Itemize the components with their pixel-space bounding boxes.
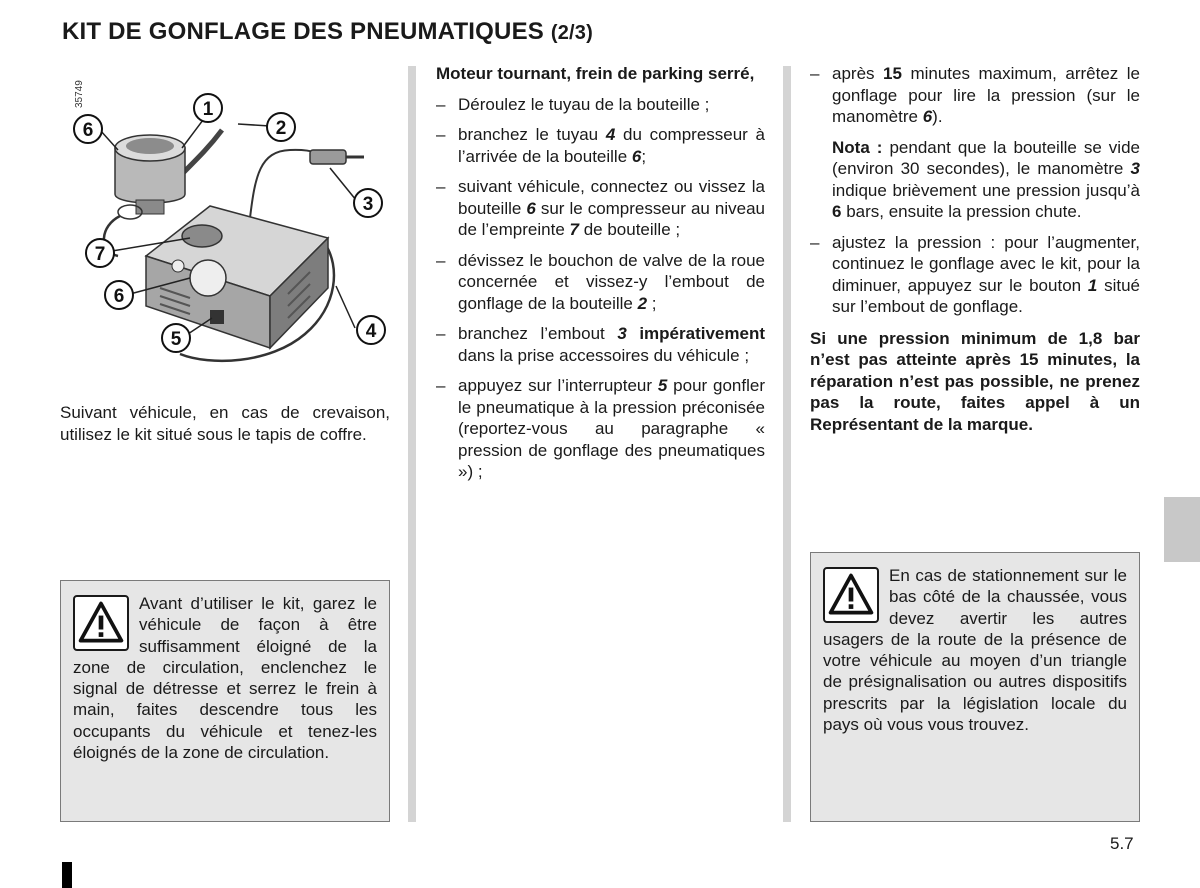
bottle-hose (180, 130, 222, 176)
warning-box-left (60, 580, 390, 822)
callout-2: 2 (275, 118, 287, 139)
tyre-inflation-kit-illustration (60, 66, 392, 378)
figure-ref-number: 35749 (74, 80, 85, 108)
callout-4: 4 (365, 321, 377, 342)
step-plug-in: – branchez l’embout 3 impérativement dans la prise accessoires du véhicule ; (436, 324, 765, 365)
page-number: 5.7 (1110, 834, 1134, 853)
callout-6-gauge: 6 (113, 286, 125, 307)
power-switch (210, 310, 224, 324)
warning-text-left: Avant d’utiliser le kit, garez le véhicule de façon à être suffisamment éloigné de la zone de circulation, enclenchez le signal de détresse et serrez le frein à main, faites descendre tous les occupants du véhicule et tenez-les éloignés de la zone de circulation. (73, 594, 377, 763)
minimum-pressure-warning: Si une pression minimum de 1,8 bar n’est pas atteinte après 15 minutes, la réparation n’est pas possible, ne prenez pas la route, faites appel à un Représentant de la marque. (810, 328, 1140, 434)
step-connect-hose: – branchez le tuyau 4 du compresseur à l’arrivée de la bouteille 6; (436, 125, 765, 166)
warning-box-right (810, 552, 1140, 822)
callout-7: 7 (94, 244, 106, 265)
column-divider-left (408, 66, 416, 822)
step-valve-cap: – dévissez le bouchon de valve de la roue concernée et vissez-y l’embout de gonflage de la bouteille 2 ; (436, 250, 765, 313)
warning-triangle-icon (823, 567, 879, 623)
page-title: KIT DE GONFLAGE DES PNEUMATIQUES (2/3) (62, 18, 593, 45)
step-stop-after-15min: – après 15 minutes maximum, arrêtez le gonflage pour lire la pression (sur le manomètre 6). (810, 64, 1141, 126)
step-switch-on: – appuyez sur l’interrupteur 5 pour gonfler le pneumatique à la pression préconisée (reportez-vous au paragraphe « pression de gonflage des pneumatiques ») ; (436, 376, 766, 481)
step-unroll-hose: – Déroulez le tuyau de la bouteille ; (436, 94, 710, 114)
callout-3: 3 (362, 194, 374, 215)
callout-5: 5 (170, 329, 182, 350)
column-divider-right (783, 66, 791, 822)
page-part: (2/3) (550, 22, 593, 44)
intro-text: Suivant véhicule, en cas de crevaison, utilisez le kit situé sous le tapis de coffre. (60, 403, 390, 444)
bottle-socket (182, 225, 222, 247)
warning-triangle-icon (73, 595, 129, 651)
callout-1: 1 (202, 99, 214, 120)
nota-text: Nota : pendant que la bouteille se vide (environ 30 secondes), le manomètre 3 indique brièvement une pression jusqu’à 6 bars, ensuite la pression chute. (832, 137, 1140, 221)
warning-text-right: En cas de stationnement sur le bas côté de la chaussée, vous devez avertir les autres usagers de la route de la présence de votre véhicule au moyen d’un triangle de présignalisation ou autres dispositifs prescrits par la législation locale du pays où vous vous trouvez. (823, 566, 1127, 735)
corner-mark (62, 862, 72, 888)
steps-heading: Moteur tournant, frein de parking serré, (436, 64, 755, 83)
step-screw-bottle: – suivant véhicule, connectez ou vissez la bouteille 6 sur le compresseur au niveau de l’empreinte 7 de bouteille ; (436, 177, 765, 239)
accessory-plug (310, 150, 346, 164)
step-adjust-pressure: – ajustez la pression : pour l’augmenter, continuez le gonflage avec le kit, pour la diminuer, appuyez sur le bouton 1 situé sur l’embout de gonflage. (810, 232, 1140, 316)
power-cable (250, 150, 319, 218)
pressure-gauge (190, 260, 226, 296)
callout-6-bottle: 6 (82, 120, 94, 141)
chapter-tab (1164, 497, 1200, 562)
